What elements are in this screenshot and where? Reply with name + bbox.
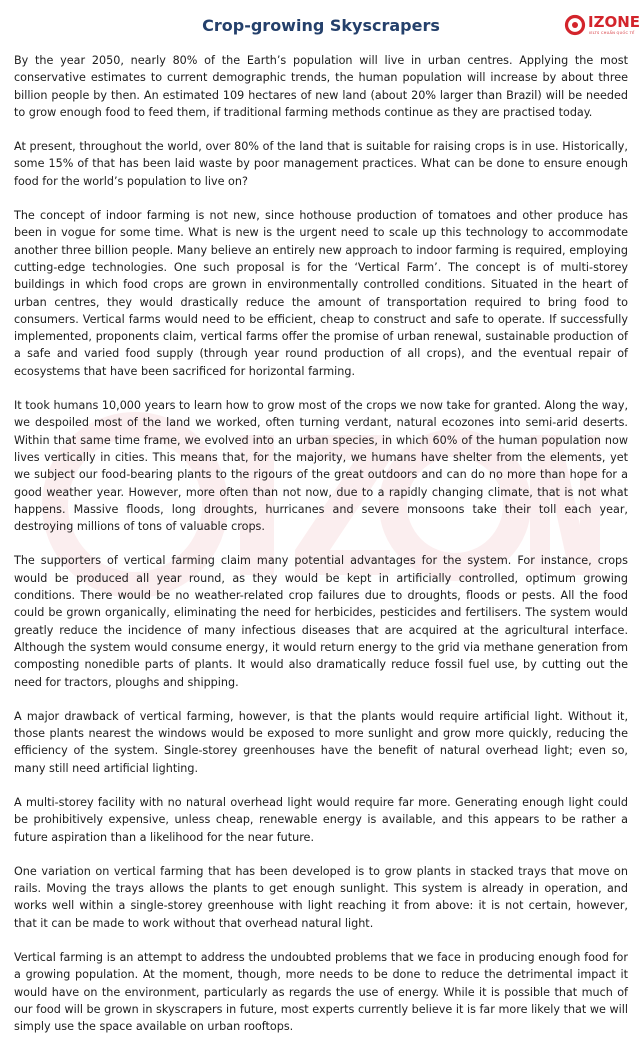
izone-logo-wordmark: IZONE bbox=[588, 13, 641, 31]
paragraph-3: The concept of indoor farming is not new, since hothouse production of tomatoes and other produce has been in vogue for some time. What is new is the urgent need to scale up this technology to accommodate another three billion people. Many believe an entirely new approach to indoor farming is required, employing cutting-edge technologies. One such proposal is for the ‘Vertical Farm’. The concept is of multi-storey buildings in which food crops are grown in environmentally controlled conditions. Situated in the heart of urban centres, they would drastically reduce the amount of transportation required to bring food to consumers. Vertical farms would need to be efficient, cheap to construct and safe to operate. If successfully implemented, proponents claim, vertical farms offer the promise of urban renewal, sustainable production of a safe and varied food supply (through year round production of all crops), and the eventual repair of ecosystems that have been sacrificed for horizontal farming. bbox=[14, 209, 628, 378]
document-header bbox=[0, 12, 642, 42]
izone-logo-tagline: IELTS CHUẨN QUỐC TẾ bbox=[589, 31, 635, 35]
paragraph-1: By the year 2050, nearly 80% of the Earth’s population will live in urban centres. Applying the most conservative estimates to current demographic trends, the human population will increase by about three billion people by then. An estimated 109 hectares of new land (about 20% larger than Brazil) will be needed to grow enough food to feed them, if traditional farming methods continue as they are practised today. bbox=[14, 54, 628, 119]
article-body bbox=[14, 52, 628, 1053]
document-title: Crop-growing Skyscrapers bbox=[202, 16, 440, 35]
paragraph-8: One variation on vertical farming that has been developed is to grow plants in stacked trays that move on rails. Moving the trays allows the plants to get enough sunlight. This system is already in operation, and works well within a single-storey greenhouse with light reaching it from above: it is not certain, however, that it can be made to work without that overhead natural light. bbox=[14, 864, 628, 930]
paragraph-9: Vertical farming is an attempt to address the undoubted problems that we face in producing enough food for a growing population. At the moment, though, more needs to be done to reduce the detrimental impact it would have on the environment, particularly as regards the use of energy. While it is possible that much of our food will be grown in skyscrapers in future, most experts currently believe it is far more likely that we will simply use the space available on urban rooftops. bbox=[14, 951, 628, 1034]
paragraph-5: The supporters of vertical farming claim many potential advantages for the system. For instance, crops would be produced all year round, as they would be kept in artificially controlled, optimum growing conditions. There would be no weather-related crop failures due to droughts, floods or pests. All the food could be grown organically, eliminating the need for herbicides, pesticides and fertilisers. The system would greatly reduce the incidence of many infectious diseases that are acquired at the agricultural interface. Although the system would consume energy, it would return energy to the grid via methane generation from composting nonedible parts of plants. It would also dramatically reduce fossil fuel use, by cutting out the need for tractors, ploughs and shipping. bbox=[14, 554, 628, 689]
paragraph-7: A multi-storey facility with no natural overhead light would require far more. Generating enough light could be prohibitively expensive, unless cheap, renewable energy is available, and this appears to be rather a future aspiration than a likelihood for the near future. bbox=[14, 795, 628, 844]
paragraph-4: It took humans 10,000 years to learn how to grow most of the crops we now take for granted. Along the way, we despoiled most of the land we worked, often turning verdant, natural ecozones into semi-arid deserts. Within that same time frame, we evolved into an urban species, in which 60% of the human population now lives vertically in cities. This means that, for the majority, we humans have shelter from the elements, yet we subject our food-bearing plants to the rigours of the great outdoors and can do no more than hope for a good weather year. However, more often than not now, due to a rapidly changing climate, that is not what happens. Massive floods, long droughts, hurricanes and severe monsoons take their toll each year, destroying millions of tons of valuable crops. bbox=[14, 399, 628, 534]
paragraph-6: A major drawback of vertical farming, however, is that the plants would require artificial light. Without it, those plants nearest the windows would be exposed to more sunlight and grow more quickly, reducing the efficiency of the system. Single-storey greenhouses have the benefit of natural overhead light; even so, many still need artificial lighting. bbox=[14, 709, 628, 775]
paragraph-2: At present, throughout the world, over 80% of the land that is suitable for raising crops is in use. Historically, some 15% of that has been laid waste by poor management practices. What can be done to ensure enough food for the world’s population to live on? bbox=[14, 140, 628, 188]
izone-logo bbox=[564, 12, 641, 40]
izone-logo-icon bbox=[564, 14, 586, 36]
